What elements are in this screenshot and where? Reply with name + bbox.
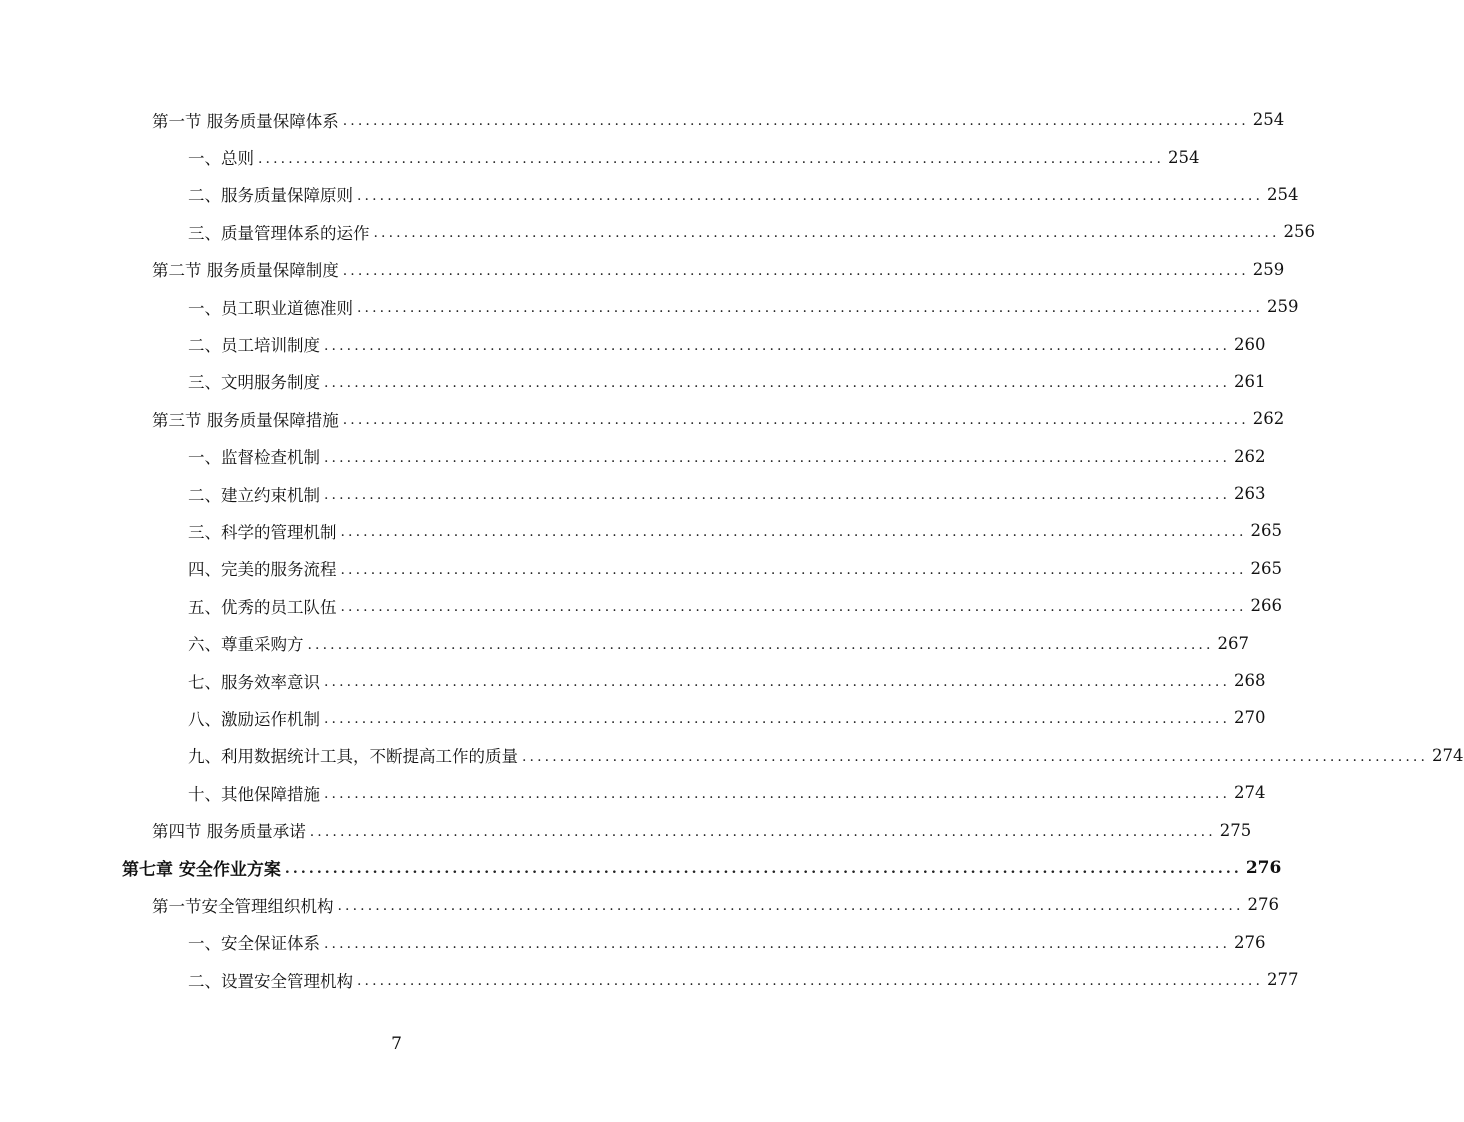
- toc-entry[interactable]: [0, 624, 1250, 661]
- toc-entry-page: 270: [1234, 708, 1266, 728]
- toc-entry[interactable]: [0, 288, 1299, 325]
- toc-entry[interactable]: [0, 811, 1252, 848]
- dot-leader: ........................................................................................................................: [357, 187, 1264, 204]
- toc-entry-page: 266: [1250, 596, 1283, 616]
- toc-entry-page: 254: [1168, 147, 1200, 167]
- dot-leader: ........................................................................................................................: [342, 262, 1249, 279]
- dot-leader: ........................................................................................................................: [522, 748, 1429, 765]
- toc-entry-page: 259: [1267, 297, 1299, 317]
- toc-entry-label: 一、安全保证体系: [188, 930, 324, 954]
- toc-entry[interactable]: [0, 512, 1283, 549]
- toc-entry[interactable]: [0, 400, 1285, 437]
- dot-leader: ........................................................................................................................: [324, 449, 1231, 466]
- dot-leader: ........................................................................................................................: [284, 861, 1242, 877]
- toc-entry-page: 274: [1432, 745, 1464, 765]
- dot-leader: ........................................................................................................................: [324, 374, 1231, 391]
- dot-leader: ........................................................................................................................: [324, 674, 1231, 691]
- toc-entry[interactable]: [0, 138, 1200, 175]
- toc-entry[interactable]: [0, 961, 1299, 998]
- toc-entry[interactable]: [0, 662, 1266, 699]
- toc-entry[interactable]: [0, 325, 1266, 362]
- toc-entry-label: 三、文明服务制度: [188, 369, 324, 393]
- toc-entry-label: 八、激励运作机制: [188, 706, 324, 730]
- toc-entry-label: 五、优秀的员工队伍: [188, 594, 341, 618]
- toc-entry-page: 262: [1252, 409, 1285, 429]
- toc-entry-label: 三、科学的管理机制: [188, 519, 341, 543]
- dot-leader: ........................................................................................................................: [307, 636, 1214, 653]
- toc-entry-page: 261: [1234, 371, 1266, 391]
- dot-leader: ........................................................................................................................: [337, 898, 1244, 915]
- dot-leader: ........................................................................................................................: [324, 786, 1231, 803]
- toc-entry-page: 276: [1247, 895, 1280, 915]
- toc-entry[interactable]: [0, 886, 1280, 923]
- toc-entry-page: 268: [1234, 671, 1266, 691]
- toc-entry[interactable]: [0, 475, 1266, 512]
- toc-entry[interactable]: [0, 213, 1316, 250]
- dot-leader: ........................................................................................................................: [357, 300, 1264, 317]
- toc-entry-label: 第一节安全管理组织机构: [152, 893, 338, 917]
- toc-entry-label: 二、员工培训制度: [188, 332, 324, 356]
- toc-entry[interactable]: [0, 587, 1283, 624]
- toc-entry-label: 一、员工职业道德准则: [188, 295, 357, 319]
- toc-entry-label: 第七章 安全作业方案: [122, 855, 285, 880]
- toc-entry-page: 254: [1252, 110, 1285, 130]
- dot-leader: ........................................................................................................................: [324, 935, 1231, 952]
- toc-entry-label: 六、尊重采购方: [188, 631, 308, 655]
- toc-entry[interactable]: [0, 737, 1464, 774]
- toc-entry-page: 256: [1283, 222, 1316, 242]
- toc-entry-label: 三、质量管理体系的运作: [188, 220, 374, 244]
- toc-entry[interactable]: [0, 251, 1285, 288]
- toc-entry-label: 二、建立约束机制: [188, 482, 324, 506]
- toc-entry-page: 262: [1234, 446, 1266, 466]
- toc-entry-page: 263: [1234, 484, 1266, 504]
- toc-entry-label: 第四节 服务质量承诺: [152, 818, 310, 842]
- toc-entry-label: 一、总则: [188, 145, 258, 169]
- toc-entry-label: 四、完美的服务流程: [188, 556, 341, 580]
- toc-entry[interactable]: [0, 550, 1283, 587]
- toc-entry-page: 259: [1252, 259, 1285, 279]
- page-number: 7: [391, 1034, 402, 1054]
- toc-entry-page: 254: [1267, 184, 1299, 204]
- toc-entry-label: 第二节 服务质量保障制度: [152, 257, 343, 281]
- dot-leader: ........................................................................................................................: [342, 113, 1249, 130]
- dot-leader: ........................................................................................................................: [258, 150, 1165, 167]
- toc-entry[interactable]: [0, 438, 1266, 475]
- toc-entry-label: 一、监督检查机制: [188, 444, 324, 468]
- dot-leader: ........................................................................................................................: [324, 337, 1231, 354]
- dot-leader: ........................................................................................................................: [357, 973, 1264, 990]
- dot-leader: ........................................................................................................................: [324, 711, 1231, 728]
- toc-entry-page: 265: [1250, 521, 1283, 541]
- toc-entry-page: 274: [1234, 783, 1266, 803]
- toc-entry[interactable]: [0, 774, 1266, 811]
- toc-entry[interactable]: [0, 924, 1266, 961]
- toc-entry[interactable]: [0, 849, 1282, 886]
- toc-entry-label: 第三节 服务质量保障措施: [152, 407, 343, 431]
- toc-entry-label: 二、设置安全管理机构: [188, 968, 357, 992]
- toc-entry[interactable]: [0, 363, 1266, 400]
- toc-entry-label: 七、服务效率意识: [188, 669, 324, 693]
- toc-entry[interactable]: [0, 101, 1285, 138]
- toc-entry-page: 265: [1250, 558, 1283, 578]
- dot-leader: ........................................................................................................................: [342, 412, 1249, 429]
- toc-entry-label: 九、利用数据统计工具，不断提高工作的质量: [188, 743, 522, 767]
- toc-entry-page: 267: [1217, 633, 1250, 653]
- toc-entry-page: 277: [1267, 970, 1299, 990]
- toc-entry-label: 第一节 服务质量保障体系: [152, 108, 343, 132]
- dot-leader: ........................................................................................................................: [309, 823, 1216, 840]
- toc-entry-page: 276: [1234, 932, 1266, 952]
- toc-entry-page: 276: [1245, 857, 1282, 878]
- dot-leader: ........................................................................................................................: [340, 561, 1247, 578]
- toc-entry-label: 十、其他保障措施: [188, 781, 324, 805]
- dot-leader: ........................................................................................................................: [340, 599, 1247, 616]
- toc-entry-page: 260: [1234, 334, 1266, 354]
- toc-entry[interactable]: [0, 699, 1266, 736]
- toc-entry-page: 275: [1219, 820, 1252, 840]
- dot-leader: ........................................................................................................................: [340, 524, 1247, 541]
- toc-entry[interactable]: [0, 176, 1299, 213]
- table-of-contents: [0, 101, 1464, 998]
- dot-leader: ........................................................................................................................: [324, 487, 1231, 504]
- dot-leader: ........................................................................................................................: [373, 225, 1280, 242]
- toc-entry-label: 二、服务质量保障原则: [188, 182, 357, 206]
